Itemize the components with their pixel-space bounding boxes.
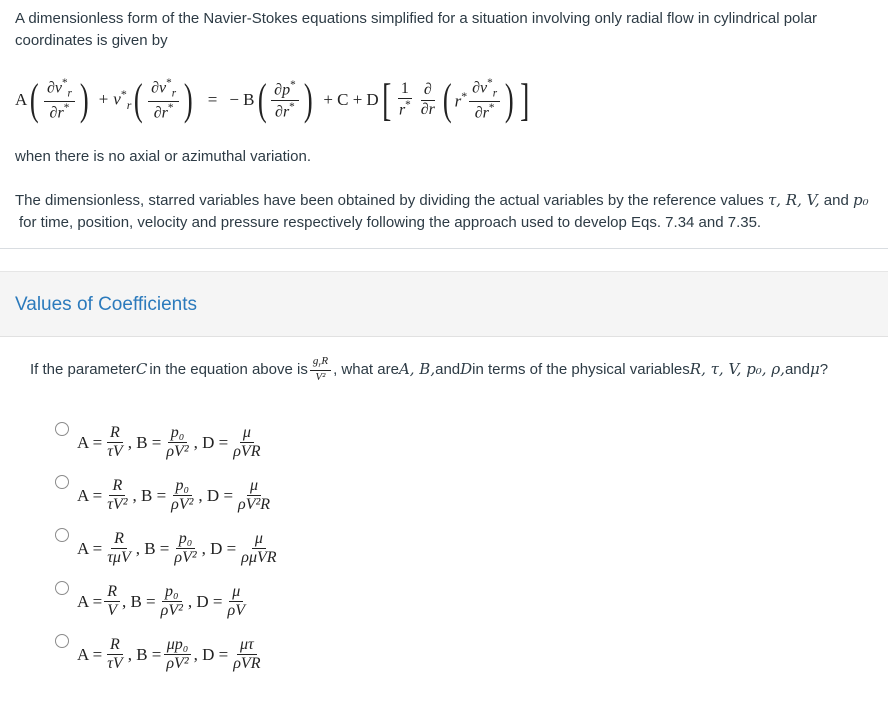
frac-D: $\frac{\mu}{\text{ρVR}}$ (233, 424, 261, 461)
paren-left: ( (30, 75, 40, 124)
section-title: Values of Coefficients (15, 294, 198, 315)
radio-button[interactable] (55, 422, 69, 436)
eq-r-star: r* (454, 88, 468, 111)
answer-option-4[interactable]: A = $\frac{R}{V}$ , B = $\frac{\text{p₀}}{\text{ρV²}}$ , D = $\frac{\mu}{\rho V}$ (55, 579, 250, 621)
frac-dp-dr: $\frac{\partial p^*}{\partial r^*}$ (271, 79, 299, 121)
frac-d-dr: $\frac{\partial}{\partial r}$ (420, 81, 435, 118)
frac-A: $\frac{R}{\text{τμV}}$ (107, 530, 131, 567)
frac-B: $\frac{\text{p₀}}{\text{ρV²}}$ (174, 530, 197, 567)
eq-A: A (15, 90, 28, 109)
bracket-left: [ (381, 74, 391, 125)
radio-button[interactable] (55, 634, 69, 648)
frac-A: $\frac{R}{\text{τV²}}$ (107, 477, 128, 514)
section-header (0, 271, 888, 337)
frac-B: $\frac{\text{p₀}}{\text{ρV²}}$ (171, 477, 194, 514)
navier-stokes-equation (15, 70, 532, 130)
answer-option-3[interactable]: A = $\frac{R}{\text{τμV}}$ , B = $\frac{\text{p₀}}{\text{ρV²}}$ , D = $\frac{\mu}{\text{ρμVR}}$ (55, 526, 282, 568)
frac-B: $\frac{\text{p₀}}{\text{ρV²}}$ (166, 424, 189, 461)
answer-option-2[interactable]: A = $\frac{R}{\text{τV²}}$ , B = $\frac{\text{p₀}}{\text{ρV²}}$ , D = $\frac{\mu}{\text{ρV²R}}$ (55, 473, 275, 515)
paren-left: ( (257, 75, 267, 124)
frac-D: $\frac{\mu}{\rho V}$ (227, 583, 245, 620)
frac-dvr-dr: $\frac{\partial v^*_r}{\partial r^*}$ (44, 77, 75, 122)
eq-equals: = (207, 90, 218, 109)
radio-button[interactable] (55, 475, 69, 489)
paren-left: ( (134, 75, 144, 124)
answer-option-5[interactable]: A = $\frac{R}{\tau V}$ , B = $\frac{\text{μp₀}}{\text{ρV²}}$ , D = $\frac{\mu\tau}{\text{ρVR}}$ (55, 632, 265, 674)
intro-reference-line2: for time, position, velocity and pressure respectively following the approach used to develop Eqs. 7.34 and 7.35. (19, 214, 762, 231)
eq-minus-B: − B (229, 90, 255, 109)
radio-button[interactable] (55, 581, 69, 595)
intro-line1: A dimensionless form of the Navier-Stokes equations simplified for a situation involving only radial flow in cylindrical polar coordinates is given by (15, 10, 818, 49)
paren-left: ( (442, 75, 452, 124)
eq-D: D (366, 90, 379, 109)
intro-after-equation: when there is no axial or azimuthal variation. (15, 148, 311, 165)
eq-plus-C: + C + (323, 90, 363, 109)
frac-B: $\frac{\text{μp₀}}{\text{ρV²}}$ (163, 636, 191, 674)
divider (0, 248, 888, 249)
frac-D: $\frac{\mu}{\text{ρμVR}}$ (241, 530, 277, 567)
paren-right: ) (183, 75, 193, 124)
frac-A: $\frac{R}{\tau V}$ (107, 424, 123, 461)
paren-right: ) (505, 75, 514, 124)
problem-intro (15, 8, 875, 52)
frac-B: $\frac{\text{p₀}}{\text{ρV²}}$ (160, 583, 183, 620)
eq-plus-v: + $v^*_r$ (97, 86, 132, 113)
frac-D: $\frac{\mu}{\text{ρV²R}}$ (238, 477, 271, 514)
paren-right: ) (79, 75, 89, 124)
frac-dvr-dr: $\frac{\partial v^*_r}{\partial r^*}$ (469, 77, 500, 122)
frac-A: $\frac{R}{\tau V}$ (107, 636, 123, 673)
radio-button[interactable] (55, 528, 69, 542)
intro-reference-values: The dimensionless, starred variables have been obtained by dividing the actual variables by the reference values τ, R, V, and p₀ (15, 191, 869, 209)
frac-1-r: $\frac{1}{r^*}$ (398, 79, 411, 119)
frac-gr-R-V2: $\frac{g_rR}{\text{V²}}$ (310, 355, 331, 384)
answer-option-1[interactable]: A = $\frac{R}{\tau V}$ , B = $\frac{\text{p₀}}{\text{ρV²}}$ , D = $\frac{\mu}{\text{ρVR}}$ (55, 420, 265, 462)
frac-D: $\frac{\mu\tau}{\text{ρVR}}$ (233, 636, 261, 673)
bracket-right: ] (519, 74, 530, 125)
question-text: If the parameter C in the equation above is $\frac{g_rR}{\text{V²}}$ , what are A, B, and D in terms of the physical variables R, τ, V, p₀, ρ, and μ ? (30, 355, 829, 384)
frac-dvr-dr: $\frac{\partial v^*_r}{\partial r^*}$ (148, 77, 179, 122)
frac-A: $\frac{R}{V}$ (104, 583, 120, 621)
paren-right: ) (303, 75, 313, 124)
